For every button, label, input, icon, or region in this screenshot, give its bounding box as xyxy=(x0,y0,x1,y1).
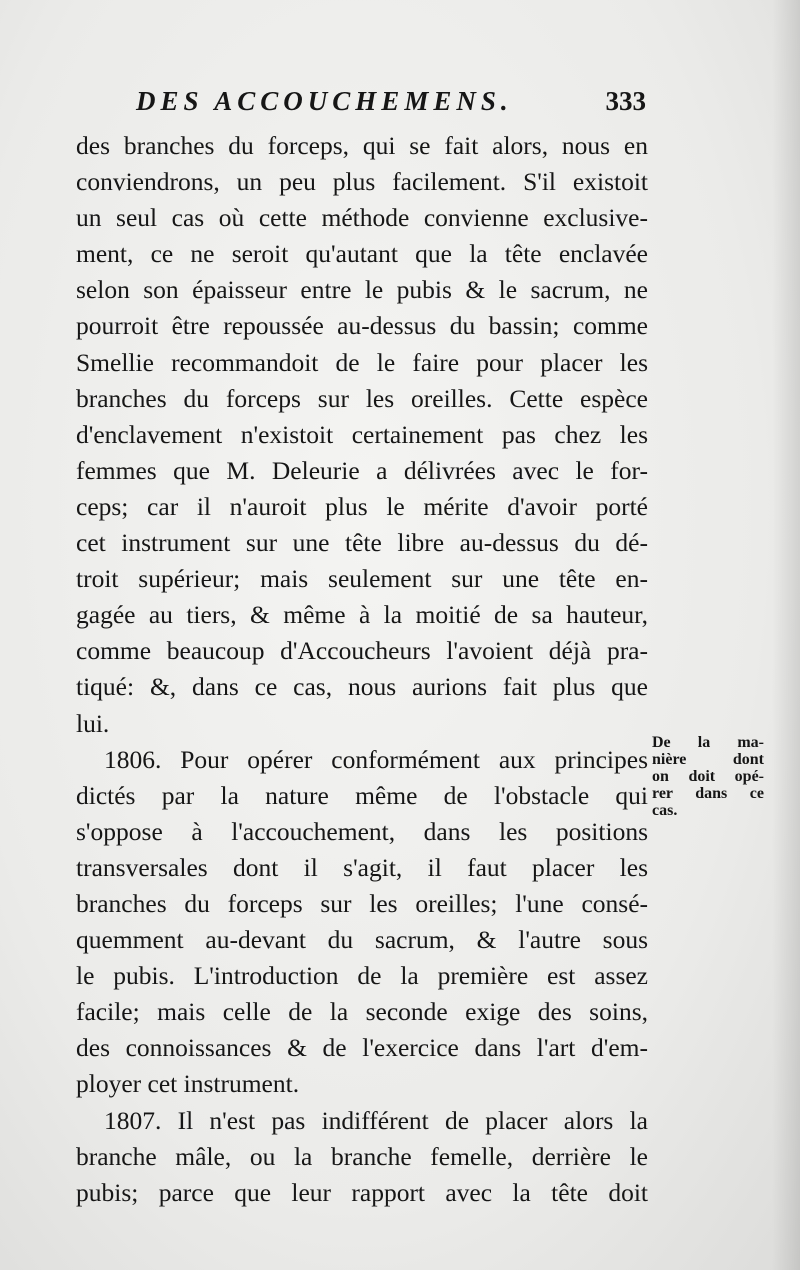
text-line: selon son épaisseur entre le pubis & le sacrum, ne xyxy=(76,275,648,305)
text-line: tiqué: &, dans ce cas, nous aurions fait plus que xyxy=(76,672,648,702)
text-line: branche mâle, ou la branche femelle, derrière le xyxy=(76,1141,648,1171)
margin-note-line: on doit opé- xyxy=(652,768,764,785)
page-number: 333 xyxy=(605,86,646,116)
text-line: facile; mais celle de la seconde exige des soins, xyxy=(76,997,648,1027)
text-line: s'oppose à l'accouchement, dans les positions xyxy=(76,816,648,846)
text-line: des branches du forceps, qui se fait alors, nous en xyxy=(76,131,648,160)
text-line: pubis; parce que leur rapport avec la tête doit xyxy=(76,1177,648,1207)
text-line: lui. xyxy=(76,708,110,738)
paragraph-1806-start: 1806. Pour opérer conformément aux principes xyxy=(104,744,648,774)
text-line: ceps; car il n'auroit plus le mérite d'avoir porté xyxy=(76,491,648,521)
text-line: le pubis. L'introduction de la première est assez xyxy=(76,961,648,991)
text-line: branches du forceps sur les oreilles. Cette espèce xyxy=(76,383,648,413)
page-gutter-shadow xyxy=(772,0,800,1270)
text-line: femmes que M. Deleurie a délivrées avec le for- xyxy=(76,455,648,485)
margin-note-line: nière dont xyxy=(652,751,764,768)
text-line: dictés par la nature même de l'obstacle qui xyxy=(76,780,648,810)
running-title: DES ACCOUCHEMENS. xyxy=(136,86,513,116)
text-line: conviendrons, un peu plus facilement. S'il existoit xyxy=(76,167,648,197)
paragraph-1807-start: 1807. Il n'est pas indifférent de placer alors la xyxy=(104,1105,648,1135)
text-line: ment, ce ne seroit qu'autant que la tête enclavée xyxy=(76,239,648,269)
text-line: un seul cas où cette méthode convienne exclusive- xyxy=(76,203,648,233)
text-line: quemment au-devant du sacrum, & l'autre sous xyxy=(76,925,648,955)
text-line: ployer cet instrument. xyxy=(76,1069,300,1099)
text-line: gagée au tiers, & même à la moitié de sa hauteur, xyxy=(76,600,648,630)
body-text xyxy=(76,128,648,1211)
margin-note-line: De la ma- xyxy=(652,734,764,751)
text-line: troit supérieur; mais seulement sur une tête en- xyxy=(76,564,648,594)
page-header xyxy=(136,86,646,122)
margin-note xyxy=(652,734,764,819)
text-line: transversales dont il s'agit, il faut placer les xyxy=(76,852,648,882)
text-line: Smellie recommandoit de le faire pour placer les xyxy=(76,347,648,377)
text-line: pourroit être repoussée au-dessus du bassin; comme xyxy=(76,311,648,341)
text-line: comme beaucoup d'Accoucheurs l'avoient déjà pra- xyxy=(76,636,648,666)
text-line: branches du forceps sur les oreilles; l'une consé- xyxy=(76,888,648,918)
margin-note-line: rer dans ce xyxy=(652,785,764,802)
text-line: des connoissances & de l'exercice dans l'art d'em- xyxy=(76,1033,648,1063)
margin-note-line: cas. xyxy=(652,802,678,819)
text-line: cet instrument sur une tête libre au-dessus du dé- xyxy=(76,528,648,558)
text-line: d'enclavement n'existoit certainement pas chez les xyxy=(76,419,648,449)
